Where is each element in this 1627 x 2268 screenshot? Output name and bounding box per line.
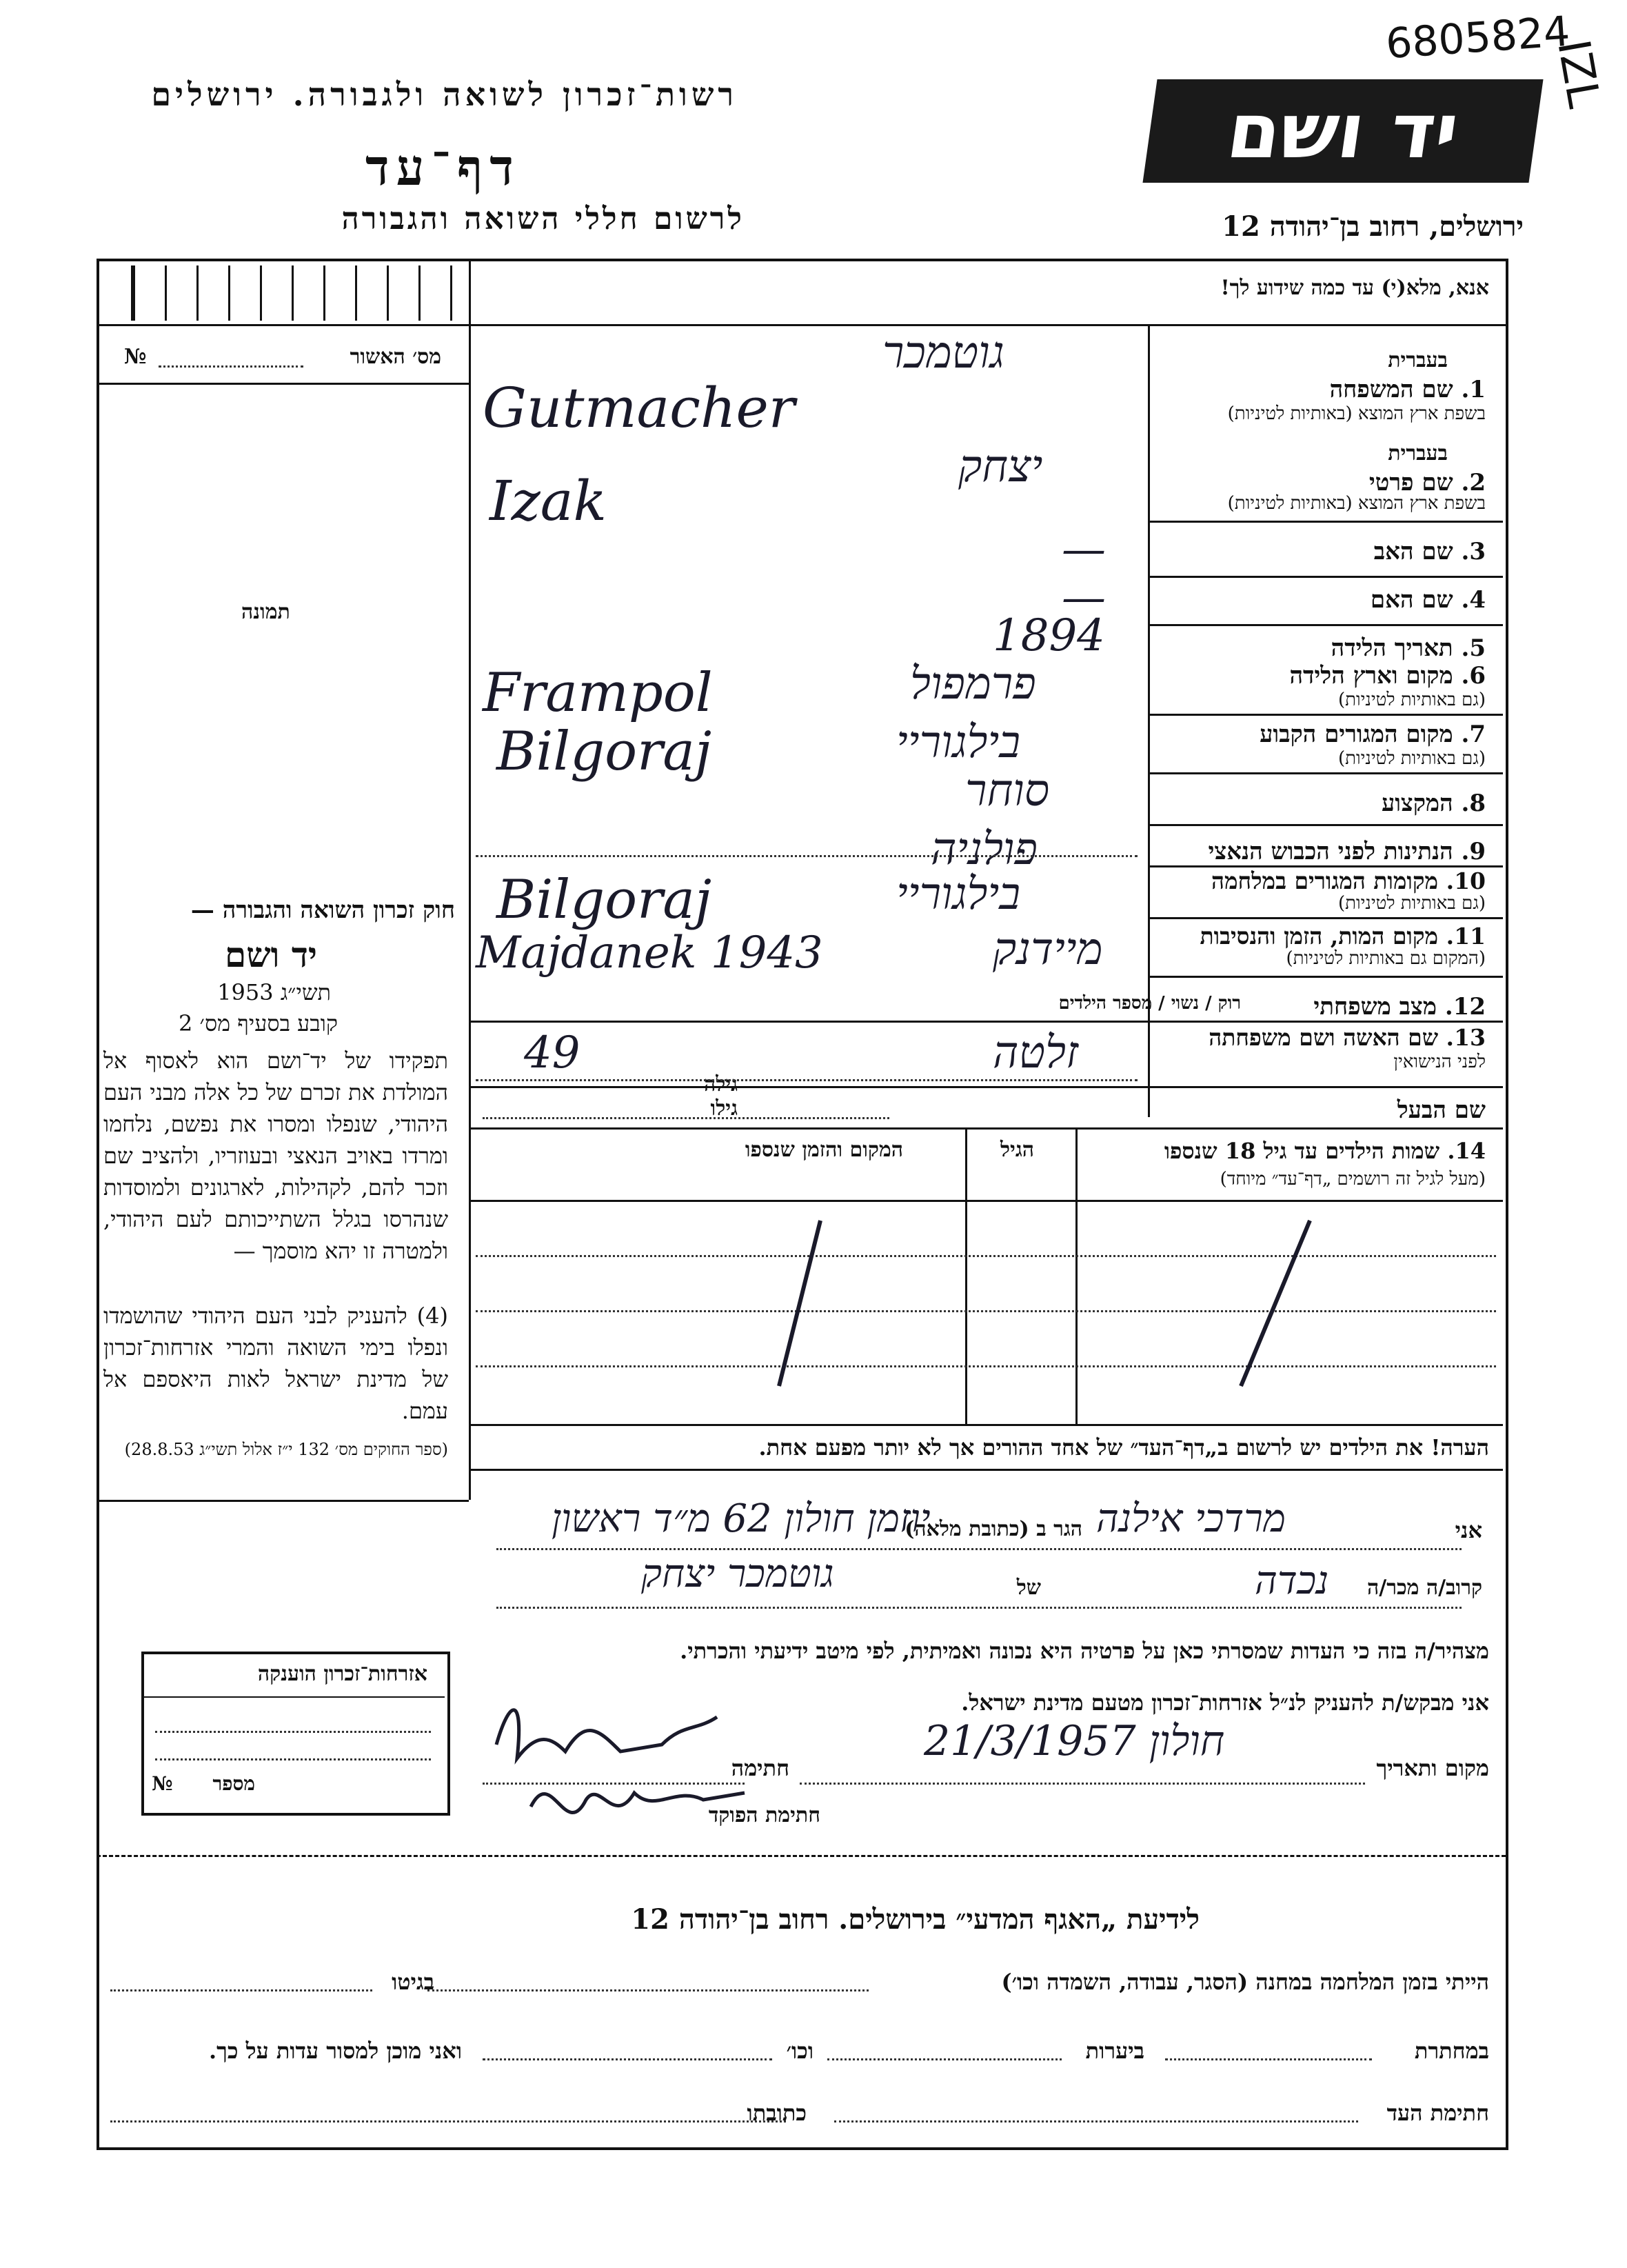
- decl-line: [496, 1548, 1462, 1550]
- marital-options: רוק / נשוי / מספר הילדים: [1058, 993, 1241, 1014]
- children-divider: [1075, 1127, 1078, 1424]
- field-label-8: 8. המקצוע: [1381, 790, 1486, 817]
- birthplace-latin: Frampol: [483, 662, 713, 724]
- decl-line: [800, 1783, 1365, 1785]
- handwritten-number: 6805824: [1384, 7, 1572, 69]
- decl-signature-label: חתימה: [731, 1755, 789, 1781]
- citizenship-number-label: מספר: [212, 1772, 255, 1795]
- field-label-7: 7. מקום המגורים הקבוע: [1260, 721, 1486, 748]
- instruction: אנא, מלא(י) עד כמה שידוע לך!: [1220, 276, 1489, 300]
- divider: [97, 324, 1506, 326]
- footer-line: [834, 2120, 1358, 2123]
- field-sub-10: (גם באותיות לטיניות): [1337, 893, 1486, 914]
- decl-name: מרדכי אילנה: [1096, 1496, 1286, 1541]
- field-label-9: 9. הנתינות לפני הכבוש הנאצי: [1208, 838, 1486, 865]
- form-title: דף־עד: [365, 138, 521, 197]
- footer-line: [827, 2058, 1062, 2060]
- footer-forests-label: ביערות: [1085, 2038, 1144, 2064]
- left-column-divider: [469, 259, 471, 1500]
- children-label: 14. שמות הילדים עד גיל 18 שנספו: [1164, 1138, 1486, 1164]
- field-sub-1: בשפת ארץ המוצא (באותיות לטיניות): [1227, 403, 1486, 424]
- field-sub-13: לפני הנישואין: [1393, 1052, 1486, 1072]
- official-signature-mark: [524, 1765, 758, 1841]
- field-sub-2: בשפת ארץ המוצא (באותיות לטיניות): [1227, 493, 1486, 514]
- citizenship: פולניה: [931, 824, 1038, 875]
- footer-line: [483, 2058, 772, 2060]
- children-header-line: [469, 1200, 1503, 1202]
- row-line: [469, 1127, 1503, 1130]
- footer-witness-signature-label: חתימת העד: [1386, 2100, 1489, 2126]
- decl-relation: נכדה: [1255, 1558, 1329, 1603]
- decl-i-label: אני: [1455, 1517, 1482, 1543]
- field-label-13: 13. שם האשה ושם משפחתה: [1209, 1024, 1486, 1051]
- children-age-header: הגיל: [1000, 1138, 1034, 1162]
- law-year: תשי״ג 1953: [217, 979, 331, 1005]
- field-label-5: 5. תאריך הלידה: [1331, 634, 1486, 662]
- children-dash-mark-2: [1213, 1214, 1324, 1393]
- footer-line: [427, 1989, 869, 1991]
- children-divider: [965, 1127, 967, 1424]
- law-bottom: [97, 1500, 469, 1502]
- photo-top: [97, 383, 469, 385]
- footer-divider: [97, 1855, 1506, 1857]
- address: ירושלים, רחוב בן־יהודה 12: [1222, 210, 1524, 243]
- citizenship-box-row: [155, 1731, 431, 1733]
- firstname-latin: Izak: [489, 469, 607, 533]
- row-line: [1148, 714, 1503, 716]
- decl-official-signature-label: חתימת הפוקד: [708, 1803, 820, 1827]
- law-title: חוק זכרון השואה והגבורה —: [190, 896, 455, 924]
- yad-vashem-logo: יד ושם: [1142, 79, 1543, 183]
- residence-hebrew: בילגוריי: [896, 717, 1021, 768]
- firstname-hebrew: יצחק: [958, 441, 1043, 492]
- decl-of-label: של: [1016, 1576, 1041, 1600]
- authority-name: רשות־זכרון לשואה ולגבורה. ירושלים: [151, 76, 738, 113]
- row-line: [1148, 624, 1503, 626]
- decl-of-name: גוטמכר יצחק: [641, 1552, 834, 1596]
- wife-age: 49: [524, 1027, 580, 1078]
- decl-address: יוזמן חולון 62 מ״ד ראשון: [552, 1496, 931, 1541]
- form-subtitle: לרשום חללי השואה והגבורה: [341, 201, 745, 237]
- residence-latin: Bilgoraj: [496, 721, 712, 783]
- footer-line: [110, 2120, 786, 2123]
- birth-date: 1894: [993, 610, 1105, 661]
- surname-hebrew: גוטמכר: [882, 328, 1004, 379]
- approval-boxes: [131, 265, 464, 321]
- row-line: [1148, 976, 1503, 978]
- approval-no-text: מס׳ האשור: [350, 345, 441, 369]
- profession: סוחר: [965, 765, 1050, 816]
- children-bottom-line: [469, 1424, 1503, 1426]
- children-place-header: המקום והזמן שנספו: [745, 1138, 903, 1162]
- wartime-residence-latin: Bilgoraj: [496, 869, 712, 931]
- decl-place-date: חולון 21/3/1957: [924, 1717, 1225, 1765]
- decl-place-date-label: מקום ותאריך: [1376, 1755, 1489, 1781]
- row-line: [469, 1086, 1503, 1088]
- citizenship-number-symbol: №: [152, 1772, 173, 1795]
- field-label-1: 1. שם המשפחה: [1329, 376, 1486, 403]
- law-clause: קובע בסעיף מס׳ 2: [179, 1010, 338, 1036]
- row-line: [1148, 521, 1503, 523]
- death-place-hebrew: מיידנק: [993, 924, 1103, 975]
- hebrew-tag-1: בעברית: [1388, 348, 1448, 372]
- footer-line: [110, 1989, 372, 1991]
- footer-etc-label: וכו׳: [786, 2038, 814, 2064]
- law-text: תפקידו של יד־ושם הוא לאסוף אל המולדת את זכרם של כל אלה מבני העם היהודי, שנפלו ומסרו את נפשם, נלחמו ומרדו באויב הנאצי ובעוזריו, ולהציב שם וזכר להם, לקהילות, לארגונים ולמוסדות שנהרסו בגלל השתייכותם לעם היהודי, ולמטרה זו יהא מוסמך —: [103, 1047, 449, 1264]
- hebrew-tag-2: בעברית: [1388, 441, 1448, 465]
- footer-line: [1165, 2058, 1372, 2060]
- decl-statement: מצהיר/ה בזה כי העדות שמסרתי כאן על פרטיה היא נכונה ואמיתית, לפי מיטב ידיעתי והכרתי.: [680, 1638, 1489, 1664]
- approval-no-label: [350, 345, 441, 369]
- citizenship-box-title: אזרחות־זכרון הוענקה: [257, 1662, 427, 1686]
- row-line: [1148, 576, 1503, 578]
- field-label-11: 11. מקום המות, הזמן והנסיבות: [1200, 923, 1486, 950]
- surname-latin: Gutmacher: [483, 376, 796, 440]
- row-line: [1148, 824, 1503, 826]
- father-name: —: [1062, 524, 1106, 575]
- field-label-4: 4. שם האם: [1370, 586, 1486, 614]
- law-reference: (ספר החוקים מס׳ 132 י״ז אלול תשי״ג 28.8.53): [124, 1440, 448, 1459]
- row-line: [1148, 917, 1503, 919]
- decl-line: [496, 1607, 1462, 1609]
- field-line: [476, 855, 1138, 857]
- field-label-husband: שם הבעל: [1397, 1096, 1486, 1124]
- children-dash-mark-1: [751, 1214, 834, 1393]
- row-line: [469, 1021, 1503, 1023]
- field-label-3: 3. שם האב: [1373, 538, 1486, 565]
- approval-no-symbol: №: [124, 345, 147, 369]
- decl-relation-label: קרוב/ה מכר/ה: [1367, 1576, 1482, 1600]
- footer-address-label: כתובתו: [747, 2100, 807, 2126]
- footer-camp-label: הייתי בזמן המלחמה במחנה (הסגר, עבודה, השמדה וכו׳): [1001, 1969, 1489, 1995]
- wife-name: זלטה: [993, 1027, 1078, 1078]
- law-text-2: (4) להעניק לבני העם היהודי שהושמדו ונפלו בימי השואה והמרי אזרחות־זכרון של מדינת ישראל לאות היאספם אל עמם.: [103, 1303, 448, 1424]
- citizenship-box-line: [141, 1696, 445, 1698]
- decl-resides-label: הגר ב (כתובת מלאה): [905, 1517, 1082, 1541]
- footer-title: לידיעת „האגף המדעי״ בירושלים. רחוב בן־יהודה 12: [631, 1903, 1200, 1936]
- children-row-line: [476, 1365, 1496, 1367]
- footer-ghetto-label: בגיטו: [392, 1969, 434, 1995]
- husband-age-line: [483, 1117, 889, 1119]
- birthplace-hebrew: פרמפול: [910, 659, 1036, 710]
- death-place-latin: Majdanek 1943: [476, 927, 823, 979]
- field-sub-7: (גם באותיות לטיניות): [1337, 748, 1486, 769]
- divider: [469, 1469, 1503, 1471]
- decl-request: אני מבקש/ת להעניק לנ״ל אזרחות־זכרון מטעם מדינת ישראל.: [961, 1689, 1489, 1716]
- approval-no-line: [159, 365, 303, 368]
- field-sub-11: (המקום גם באותיות לטיניות): [1286, 948, 1486, 969]
- handwritten-side-note: IZL: [1547, 36, 1610, 112]
- law-name: יד ושם: [225, 934, 317, 975]
- mother-name: —: [1062, 572, 1106, 623]
- children-row-line: [476, 1255, 1496, 1257]
- wartime-residence-hebrew: בילגוריי: [896, 869, 1021, 920]
- field-label-6: 6. מקום וארץ הלידה: [1289, 662, 1486, 690]
- children-row-line: [476, 1310, 1496, 1312]
- field-sub-6: (גם באותיות לטיניות): [1337, 690, 1486, 710]
- husband-age-label: גילו: [710, 1096, 738, 1121]
- footer-underground-label: במחתרת: [1414, 2038, 1489, 2064]
- children-sub: (מעל לגיל זה רושמים „דף־עד״ מיוחד): [1220, 1169, 1486, 1190]
- field-label-10: 10. מקומות המגורים במלחמה: [1211, 867, 1486, 894]
- field-label-2: 2. שם פרטי: [1368, 469, 1486, 496]
- row-line: [1148, 772, 1503, 774]
- citizenship-box-row: [155, 1758, 431, 1760]
- children-note: הערה! את הילדים יש לרשום ב„דף־העד״ של אחד ההורים אך לא יותר מפעם אחת.: [758, 1434, 1489, 1461]
- photo-label: תמונה: [241, 600, 290, 624]
- field-label-12: 12. מצב משפחתי: [1313, 993, 1486, 1021]
- wife-age-label: גילה: [703, 1072, 738, 1096]
- field-line: [476, 1079, 1138, 1081]
- footer-ready-label: ואני מוכן למסור עדות על כך.: [208, 2038, 462, 2064]
